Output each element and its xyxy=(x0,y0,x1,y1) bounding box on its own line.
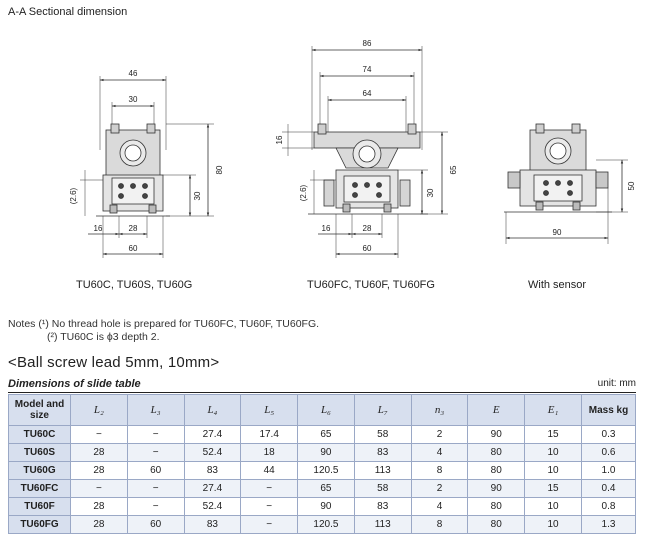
cell-l5: 18 xyxy=(241,444,298,462)
table-row xyxy=(9,498,636,516)
table-title: Dimensions of slide table xyxy=(8,378,141,390)
cell-l4: 83 xyxy=(184,516,241,534)
dim-overall-width: 46 xyxy=(128,69,138,78)
cell-e: 80 xyxy=(468,462,525,480)
cell-model: TU60FG xyxy=(9,516,71,534)
cell-l5: − xyxy=(241,516,298,534)
cell-l3: − xyxy=(127,480,184,498)
header-l5: L₅ xyxy=(241,395,298,426)
header-model: Model and size xyxy=(9,395,71,426)
cell-e: 80 xyxy=(468,498,525,516)
table-header-row xyxy=(9,395,636,426)
cell-l6: 65 xyxy=(298,480,355,498)
cell-mass: 0.3 xyxy=(582,426,636,444)
table-row xyxy=(9,426,636,444)
caption-with-sensor: With sensor xyxy=(528,279,587,291)
cell-l3: 60 xyxy=(127,516,184,534)
caption-tu60fc: TU60FC, TU60F, TU60FG xyxy=(307,279,435,291)
cell-l4: 52.4 xyxy=(184,444,241,462)
dim-lower-height: 30 xyxy=(193,191,202,201)
cell-mass: 0.4 xyxy=(582,480,636,498)
cell-l6: 90 xyxy=(298,498,355,516)
cell-l2: 28 xyxy=(71,444,128,462)
cell-model: TU60G xyxy=(9,462,71,480)
cell-l6: 65 xyxy=(298,426,355,444)
dim-base-width: 60 xyxy=(362,244,372,253)
cell-mass: 1.3 xyxy=(582,516,636,534)
cell-l4: 27.4 xyxy=(184,480,241,498)
dim-height: 50 xyxy=(627,181,636,191)
cell-l2: − xyxy=(71,480,128,498)
drawing-with-sensor xyxy=(504,124,628,244)
header-mass: Mass kg xyxy=(582,395,636,426)
table-row xyxy=(9,480,636,498)
cell-l4: 27.4 xyxy=(184,426,241,444)
cell-l5: − xyxy=(241,498,298,516)
cell-l7: 58 xyxy=(354,480,411,498)
cell-e1: 10 xyxy=(525,498,582,516)
dim-overall-width: 86 xyxy=(362,39,372,48)
dim-bolt-pitch: 28 xyxy=(128,224,138,233)
table-row xyxy=(9,444,636,462)
cell-model: TU60FC xyxy=(9,480,71,498)
dim-flange-thickness: 16 xyxy=(275,135,284,145)
cell-e1: 10 xyxy=(525,462,582,480)
table-row xyxy=(9,516,636,534)
cell-e1: 10 xyxy=(525,516,582,534)
cell-l3: − xyxy=(127,498,184,516)
ball-screw-heading: <Ball screw lead 5mm, 10mm> xyxy=(8,354,220,371)
header-e1: E₁ xyxy=(525,395,582,426)
header-l4: L₄ xyxy=(184,395,241,426)
cell-l3: 60 xyxy=(127,462,184,480)
cell-e: 90 xyxy=(468,426,525,444)
dimensions-table xyxy=(8,394,636,534)
cell-e: 80 xyxy=(468,444,525,462)
cell-l4: 52.4 xyxy=(184,498,241,516)
cell-l7: 83 xyxy=(354,498,411,516)
cell-l5: 44 xyxy=(241,462,298,480)
dim-flange-width: 74 xyxy=(362,65,372,74)
cell-l4: 83 xyxy=(184,462,241,480)
dim-lower-height: 30 xyxy=(426,188,435,198)
cell-mass: 1.0 xyxy=(582,462,636,480)
dim-left-margin: 16 xyxy=(321,224,331,233)
dim-left-offset: (2.6) xyxy=(299,184,308,202)
cell-l7: 58 xyxy=(354,426,411,444)
cell-l2: 28 xyxy=(71,462,128,480)
cell-model: TU60F xyxy=(9,498,71,516)
header-n3: n₃ xyxy=(411,395,468,426)
header-e: E xyxy=(468,395,525,426)
header-l3: L₃ xyxy=(127,395,184,426)
title-rule xyxy=(8,392,636,393)
dim-left-margin: 16 xyxy=(93,224,103,233)
cell-l5: − xyxy=(241,480,298,498)
header-l6: L₆ xyxy=(298,395,355,426)
cell-l6: 90 xyxy=(298,444,355,462)
dim-base-width: 60 xyxy=(128,244,138,253)
cell-l7: 113 xyxy=(354,516,411,534)
dim-inner-width: 30 xyxy=(128,95,138,104)
cell-l7: 83 xyxy=(354,444,411,462)
dim-bolt-pitch: 28 xyxy=(362,224,372,233)
sectional-drawings xyxy=(0,20,650,290)
cell-l2: 28 xyxy=(71,516,128,534)
cell-n3: 4 xyxy=(411,498,468,516)
header-l2: L₂ xyxy=(71,395,128,426)
cell-e1: 10 xyxy=(525,444,582,462)
cell-mass: 0.6 xyxy=(582,444,636,462)
note-1: Notes (¹) No thread hole is prepared for TU60FC, TU60F, TU60FG. xyxy=(8,318,320,330)
cell-e1: 15 xyxy=(525,480,582,498)
cell-model: TU60C xyxy=(9,426,71,444)
dim-inner-width: 64 xyxy=(362,89,372,98)
cell-n3: 8 xyxy=(411,462,468,480)
header-l7: L₇ xyxy=(354,395,411,426)
cell-l2: − xyxy=(71,426,128,444)
unit-label: unit: mm xyxy=(597,378,636,389)
note-2: (²) TU60C is ϕ3 depth 2. xyxy=(47,331,160,343)
dim-height: 80 xyxy=(215,165,224,175)
cell-l6: 120.5 xyxy=(298,462,355,480)
caption-tu60c: TU60C, TU60S, TU60G xyxy=(76,279,193,291)
cell-n3: 4 xyxy=(411,444,468,462)
cell-e: 90 xyxy=(468,480,525,498)
dim-height: 65 xyxy=(449,165,458,175)
cell-mass: 0.8 xyxy=(582,498,636,516)
cell-l3: − xyxy=(127,444,184,462)
section-title: A-A Sectional dimension xyxy=(8,6,128,18)
cell-n3: 2 xyxy=(411,480,468,498)
cell-l3: − xyxy=(127,426,184,444)
table-row xyxy=(9,462,636,480)
dim-width: 90 xyxy=(552,228,562,237)
cell-n3: 2 xyxy=(411,426,468,444)
cell-l6: 120.5 xyxy=(298,516,355,534)
cell-l5: 17.4 xyxy=(241,426,298,444)
dim-left-offset: (2.6) xyxy=(69,187,78,205)
cell-e: 80 xyxy=(468,516,525,534)
cell-l2: 28 xyxy=(71,498,128,516)
cell-l7: 113 xyxy=(354,462,411,480)
notes xyxy=(8,318,319,344)
cell-e1: 15 xyxy=(525,426,582,444)
cell-model: TU60S xyxy=(9,444,71,462)
cell-n3: 8 xyxy=(411,516,468,534)
